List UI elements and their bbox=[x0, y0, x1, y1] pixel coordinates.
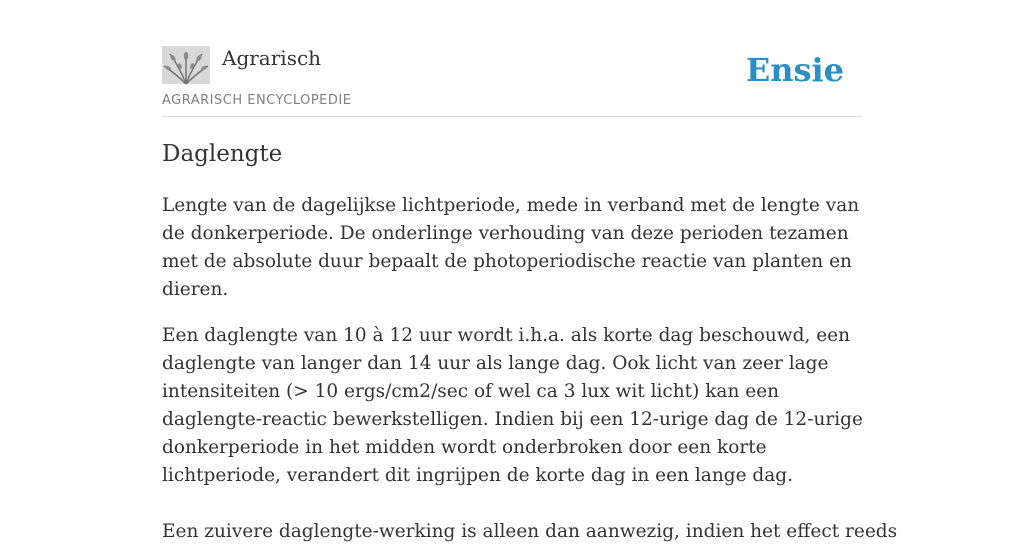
article-body bbox=[162, 192, 898, 546]
source-name[interactable]: Agrarisch bbox=[222, 46, 322, 70]
brand-logo[interactable]: Ensie bbox=[745, 51, 844, 89]
article-paragraph: Een daglengte van 10 à 12 uur wordt i.h.a. als korte dag beschouwd, een daglengte van langer dan 14 uur als lange dag. Ook licht van zeer lage intensiteiten (> 10 ergs/cm2/sec of wel ca 3 lux wit licht) kan een daglengte-reactic bewerkstelligen. Indien bij een 12-urige dag de 12-urige donkerperiode in het midden wordt onderbroken door een korte lichtperiode, verandert dit ingrijpen de korte dag in een lange dag. bbox=[162, 325, 863, 486]
article-paragraph: Een zuivere daglengte-werking is alleen dan aanwezig, indien het effect reeds bbox=[162, 521, 898, 542]
wheat-grain-icon[interactable] bbox=[162, 46, 210, 84]
article-paragraph: Lengte van de dagelijkse lichtperiode, mede in verband met de lengte van de donkerperiode. De onderlinge verhouding van deze perioden tezamen met de absolute duur bepaalt de photoperiodische reactie van planten en dieren. bbox=[162, 195, 860, 300]
source-subtitle[interactable]: AGRARISCH ENCYCLOPEDIE bbox=[162, 93, 352, 108]
header bbox=[162, 0, 862, 117]
article-title: Daglengte bbox=[162, 141, 283, 167]
